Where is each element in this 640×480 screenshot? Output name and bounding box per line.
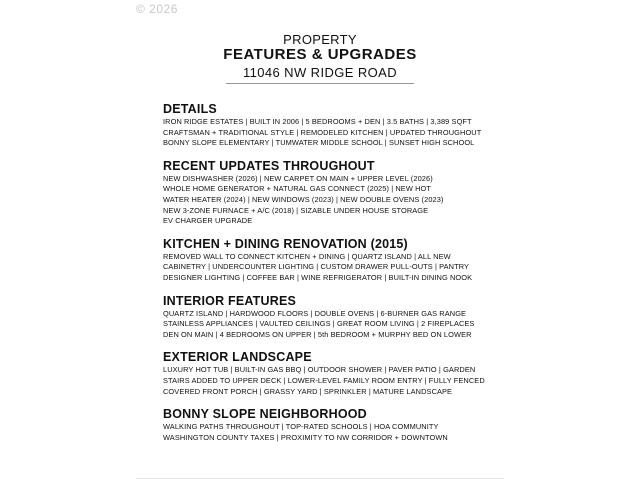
- section-title: DETAILS: [163, 102, 217, 116]
- page-title: FEATURES & UPGRADES: [223, 46, 417, 63]
- section-line: LUXURY HOT TUB | BUILT-IN GAS BBQ | OUTDOOR SHOWER | PAVER PATIO | GARDEN: [163, 365, 476, 375]
- section-line: WHOLE HOME GENERATOR + NATURAL GAS CONNECT (2025) | NEW HOT: [163, 184, 431, 194]
- section-line: WALKING PATHS THROUGHOUT | TOP-RATED SCHOOLS | HOA COMMUNITY: [163, 422, 439, 432]
- section-line: WASHINGTON COUNTY TAXES | PROXIMITY TO NW CORRIDOR + DOWNTOWN: [163, 432, 448, 442]
- section-interior-features: [163, 293, 483, 341]
- property-address: 11046 NW RIDGE ROAD: [242, 65, 397, 80]
- section-line: STAINLESS APPLIANCES | VAULTED CEILINGS | GREAT ROOM LIVING | 2 FIREPLACES: [163, 319, 475, 329]
- section-line: QUARTZ ISLAND | HARDWOOD FLOORS | DOUBLE OVENS | 6-BURNER GAS RANGE: [163, 308, 467, 318]
- section-line: IRON RIDGE ESTATES | BUILT IN 2006 | 5 BEDROOMS + DEN | 3.5 BATHS | 3,389 SQFT: [163, 117, 472, 126]
- section-kitchen-dining: [163, 236, 483, 284]
- section-line: NEW DISHWASHER (2026) | NEW CARPET ON MAIN + UPPER LEVEL (2026): [163, 173, 433, 183]
- section-line: CRAFTSMAN + TRADITIONAL STYLE | REMODELED KITCHEN | UPDATED THROUGHOUT: [163, 127, 482, 137]
- page-bottom-edge: [136, 478, 504, 479]
- section-title: KITCHEN + DINING RENOVATION (2015): [163, 236, 408, 251]
- section-exterior-landscape: [163, 349, 483, 397]
- section-title: INTERIOR FEATURES: [163, 293, 297, 308]
- section-line: CABINETRY | UNDERCOUNTER LIGHTING | CUSTOM DRAWER PULL-OUTS | PANTRY: [163, 262, 470, 272]
- section-line: DESIGNER LIGHTING | COFFEE BAR | WINE REFRIGERATOR | BUILT-IN DINING NOOK: [163, 272, 473, 282]
- header-kicker: PROPERTY: [283, 32, 357, 47]
- section-line: DEN ON MAIN | 4 BEDROOMS ON UPPER | 5th BEDROOM + MURPHY BED ON LOWER: [163, 329, 472, 339]
- section-line: REMOVED WALL TO CONNECT KITCHEN + DINING | QUARTZ ISLAND | ALL NEW: [163, 251, 451, 261]
- section-line: COVERED FRONT PORCH | GRASSY YARD | SPRINKLER | MATURE LANDSCAPE: [163, 386, 453, 396]
- section-line: EV CHARGER UPGRADE: [163, 216, 253, 226]
- feature-sections: [163, 101, 483, 452]
- section-line: BONNY SLOPE ELEMENTARY | TUMWATER MIDDLE SCHOOL | SUNSET HIGH SCHOOL: [163, 138, 475, 148]
- header-divider: [226, 83, 414, 84]
- section-line: STAIRS ADDED TO UPPER DECK | LOWER-LEVEL FAMILY ROOM ENTRY | FULLY FENCED: [163, 375, 485, 385]
- copyright-watermark: © 2026: [136, 2, 178, 16]
- section-details: [163, 101, 483, 149]
- section-recent-updates: [163, 158, 483, 227]
- section-line: WATER HEATER (2024) | NEW WINDOWS (2023) | NEW DOUBLE OVENS (2023): [163, 194, 444, 204]
- section-title: RECENT UPDATES THROUGHOUT: [163, 158, 375, 173]
- section-neighborhood: [163, 406, 483, 443]
- section-title: BONNY SLOPE NEIGHBORHOOD: [163, 407, 367, 422]
- section-title: EXTERIOR LANDSCAPE: [163, 350, 312, 365]
- section-line: NEW 3-ZONE FURNACE + A/C (2018) | SIZABLE UNDER HOUSE STORAGE: [163, 205, 429, 215]
